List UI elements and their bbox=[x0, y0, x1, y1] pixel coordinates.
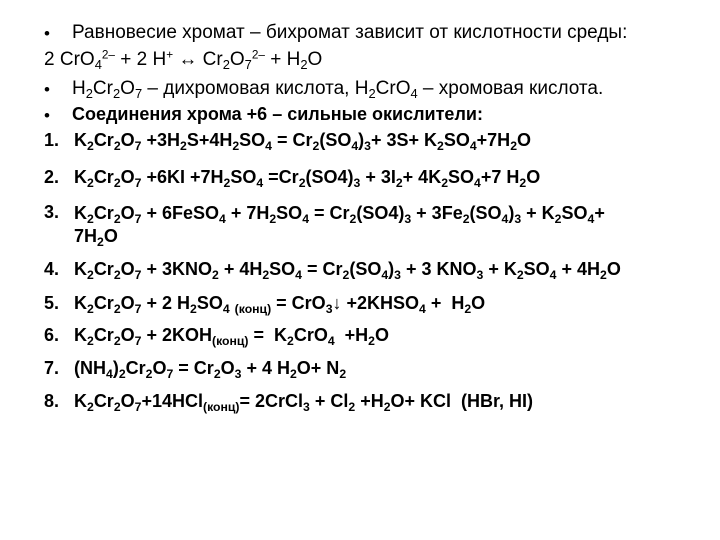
bullet-marker: • bbox=[44, 80, 50, 99]
bullet-chromate-equilibrium: Равновесие хромат – бихромат зависит от кислотности среды: bbox=[72, 22, 628, 43]
reaction-number: 3. bbox=[44, 202, 60, 222]
reaction-equation: $K_2Cr_2O_7 + 2KOH_{(конц)} = K_2CrO_4 +H_2O$ bbox=[74, 325, 389, 348]
reaction-number: 5. bbox=[44, 293, 60, 313]
equilibrium-equation: 2 CrO$_4^{2-}$ + 2 H+ ↔ $Cr_2O_7^{2-} + H_2O$ bbox=[44, 48, 323, 73]
reaction-number: 7. bbox=[44, 358, 60, 378]
reaction-equation: $K_2Cr_2O_7 + 3KNO_2 + 4H_2SO_4 = Cr_2(SO_4)_3 + 3$ $KNO_3 + K_2SO_4 + 4H_2O$ bbox=[74, 259, 621, 282]
reaction-equation: $K_2Cr_2O_7 +3H_2S+4H_2SO_4 = Cr_2(SO_4)_3+ 3S+ K_2SO_4+7H_2O$ bbox=[74, 130, 532, 153]
bullet-oxidizers: Соединения хрома +6 – сильные окислители: bbox=[72, 104, 483, 124]
reaction-number: 8. bbox=[44, 391, 60, 411]
reaction-equation: $K_2Cr_2O_7 +6KI +7H_2SO_4 =Cr_2(SO4)_3 + 3I_2+ 4K_2SO_4+7$ $H_2O$ bbox=[74, 167, 541, 190]
reaction-equation: $(NH_4)_2Cr_2O_7 = Cr_2O_3 + 4$ $H_2O+ N_2$ bbox=[74, 358, 347, 381]
reaction-equation: $K_2Cr_2O_7 + 2$ $H_2SO_4$ $_{(конц)}$ = CrO$_3$↓ $+2KHSO_4 + H_2O$ bbox=[74, 293, 486, 316]
reaction-equation: $K_2Cr_2O_7+14HCl_{(конц)}=$ 2CrCl$_3$ + $Cl_2 +H_2O+$ KCl (HBr, HI) bbox=[74, 391, 534, 414]
reaction-number: 4. bbox=[44, 259, 60, 279]
reaction-number: 1. bbox=[44, 130, 60, 150]
reaction-equation: $K_2Cr_2O_7$ + 6FeSO$_4$ + $7H_2SO_4 = Cr_2(SO4)_3 + 3Fe_2(SO_4)_3 + K_2SO_4+$ $7H_2O$ bbox=[74, 203, 605, 249]
bullet-acids: $H_2Cr_2O_7$ – дихромовая кислота, $H_2CrO_4$ – хромовая кислота. bbox=[72, 78, 604, 102]
reaction-number: 2. bbox=[44, 167, 60, 187]
reaction-number: 6. bbox=[44, 325, 60, 345]
bullet-marker: • bbox=[44, 106, 50, 125]
bullet-marker: • bbox=[44, 24, 50, 43]
